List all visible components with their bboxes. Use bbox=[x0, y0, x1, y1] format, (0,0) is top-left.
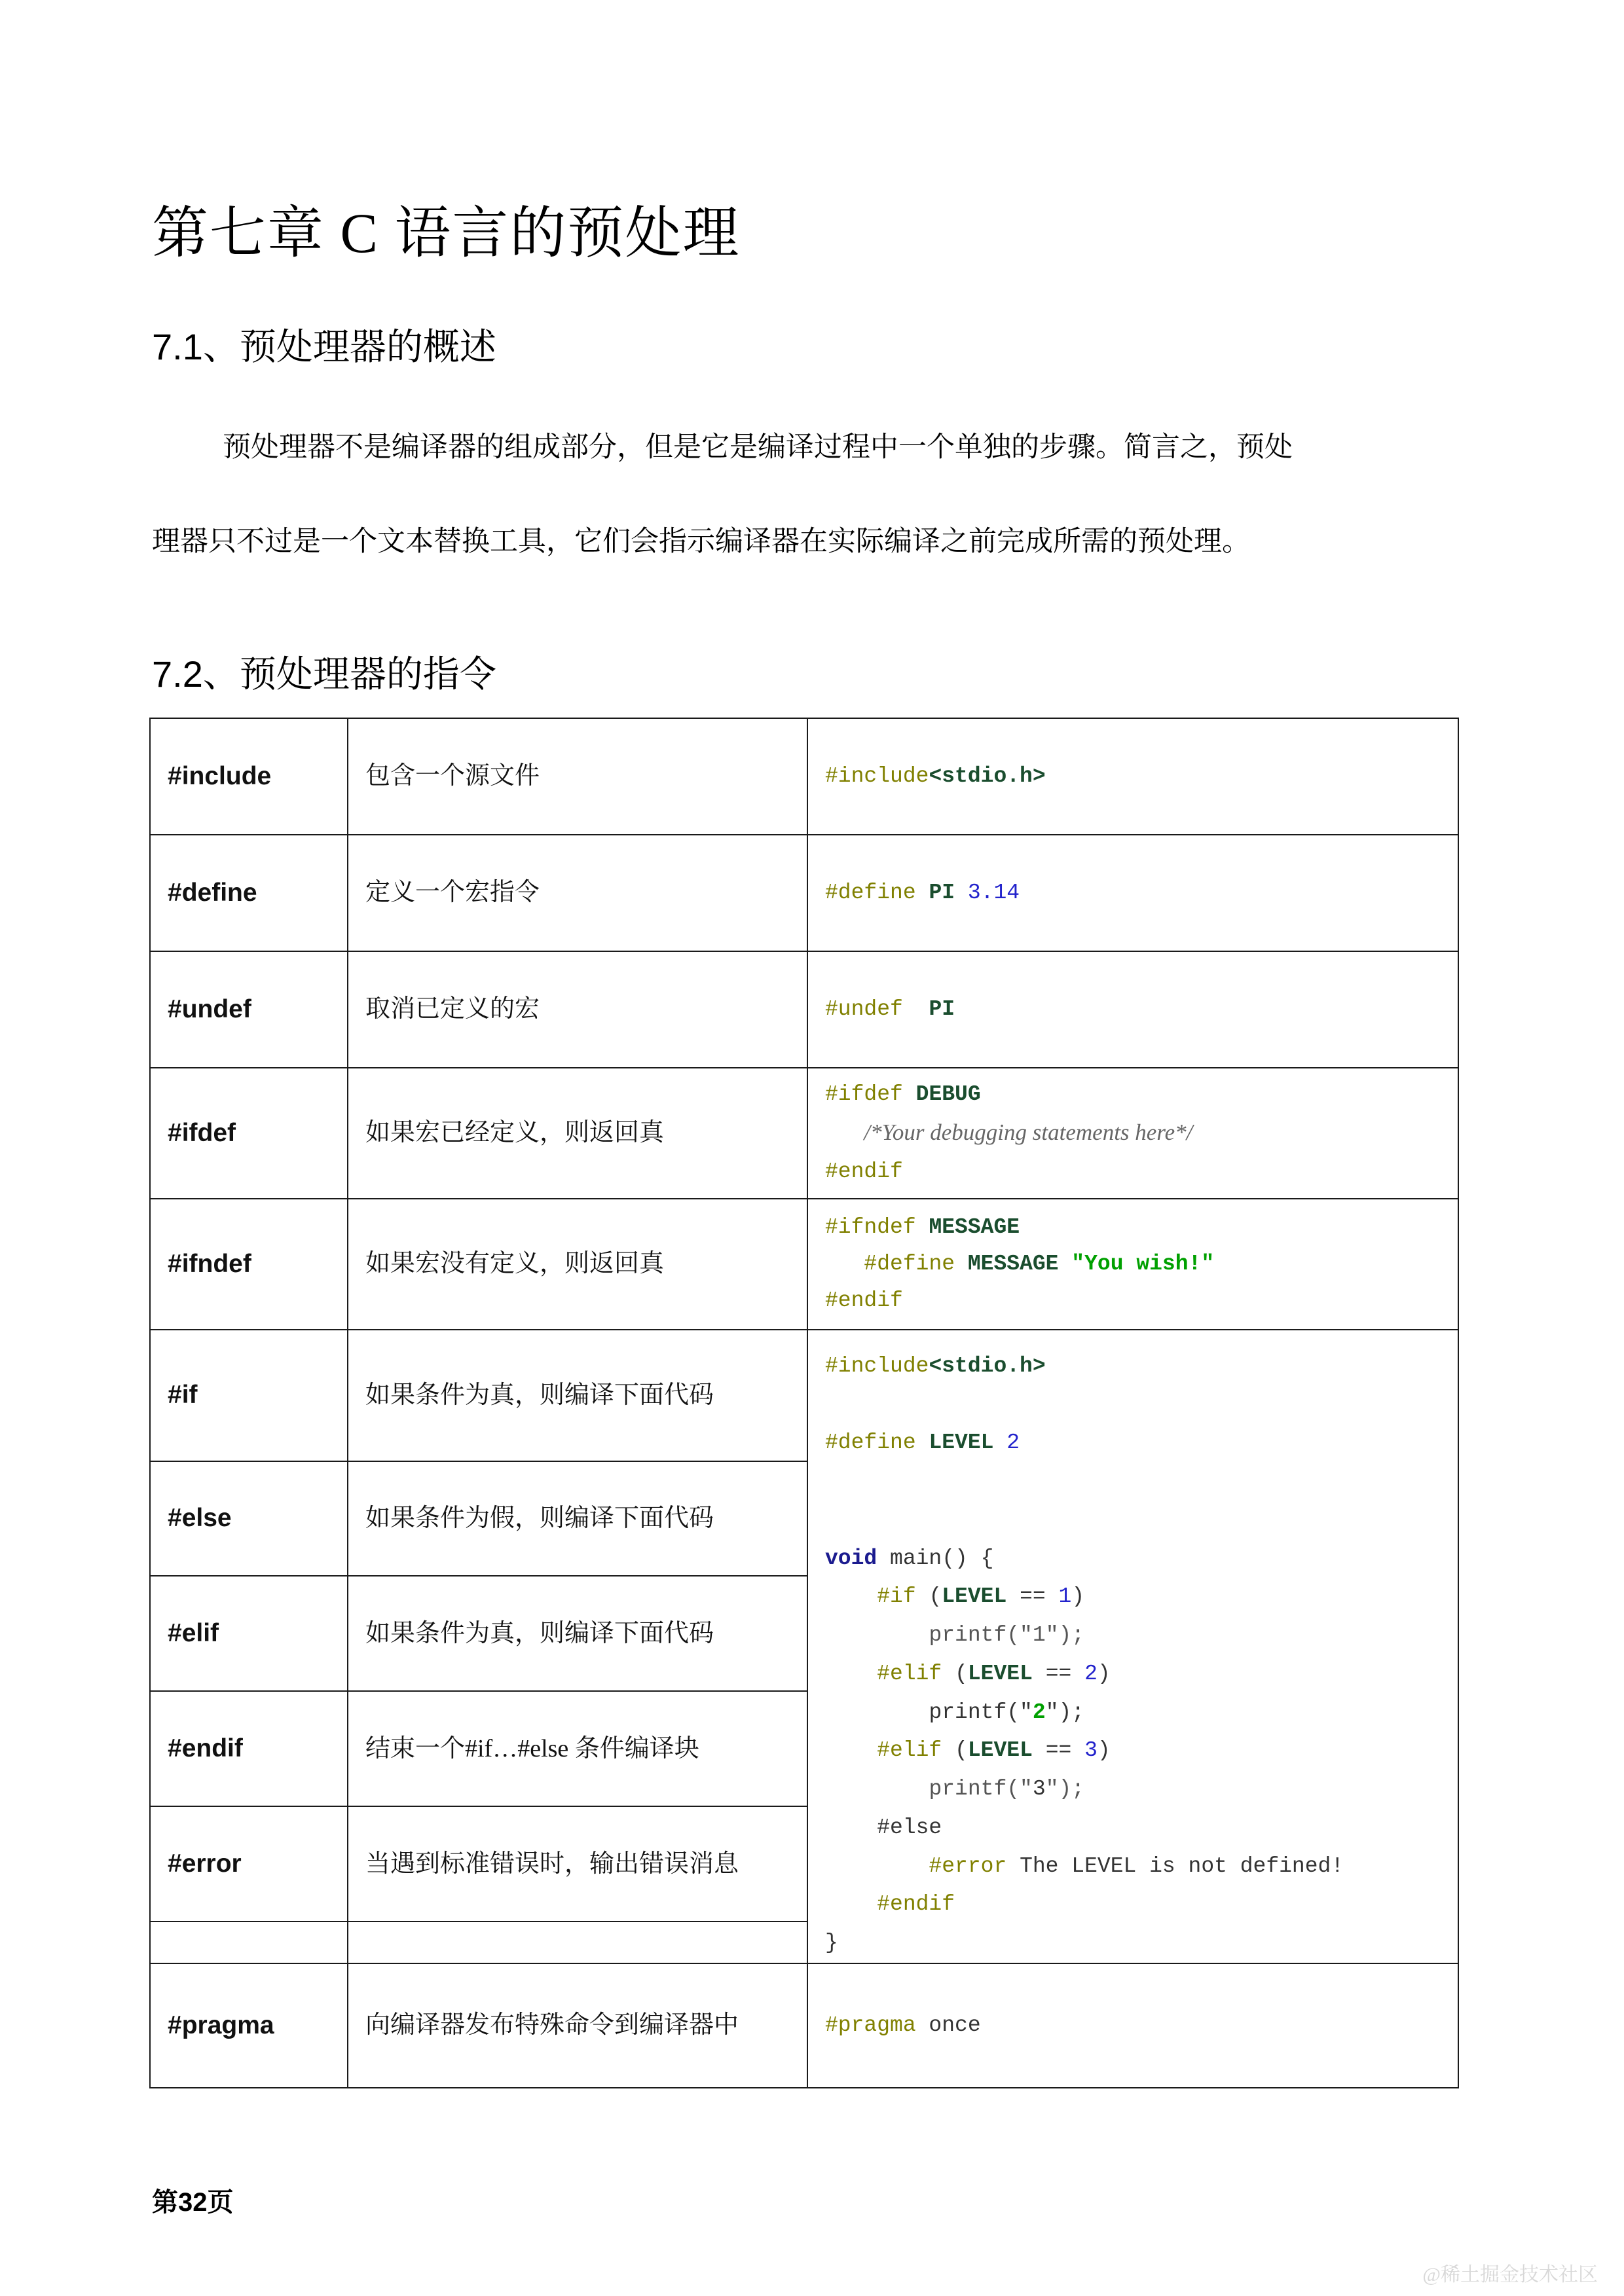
directive-description-cell: 如果宏没有定义，则返回真 bbox=[348, 1199, 807, 1330]
directive-name-cell: #undef bbox=[150, 951, 348, 1068]
code-line bbox=[825, 1347, 1441, 1386]
code-token-macro-name: LEVEL bbox=[967, 1738, 1033, 1763]
code-space bbox=[993, 1430, 1006, 1455]
code-line bbox=[825, 758, 1441, 795]
code-token-directive: #ifdef bbox=[825, 1082, 903, 1107]
code-token-string-arg: 3 bbox=[1032, 1777, 1046, 1802]
code-token-paren: ) bbox=[1097, 1661, 1111, 1686]
code-token-paren: ( bbox=[942, 1738, 968, 1763]
table-row bbox=[150, 1199, 1458, 1330]
code-token-macro-name: MESSAGE bbox=[967, 1251, 1059, 1276]
merged-example-code-cell bbox=[807, 1330, 1458, 1963]
code-token-call: printf(" bbox=[929, 1623, 1033, 1648]
code-token-directive: #include bbox=[825, 763, 929, 788]
code-token-operator: == bbox=[1032, 1738, 1085, 1763]
code-token-number: 2 bbox=[1084, 1661, 1098, 1686]
code-line bbox=[825, 1113, 1441, 1153]
code-token-directive: #if bbox=[877, 1584, 916, 1609]
code-line bbox=[825, 1924, 1441, 1963]
code-indent bbox=[825, 1662, 877, 1686]
code-space bbox=[955, 1252, 968, 1276]
code-line bbox=[825, 1540, 1441, 1578]
code-token-header: <stdio.h> bbox=[929, 763, 1046, 788]
section-7-1-paragraph bbox=[152, 401, 1462, 589]
code-space bbox=[955, 881, 968, 905]
paragraph-line-2: 理器只不过是一个文本替换工具，它们会指示编译器在实际编译之前完成所需的预处理。 bbox=[152, 526, 1250, 557]
section-heading-7-1: 7.1、预处理器的概述 bbox=[152, 326, 496, 368]
code-line bbox=[825, 991, 1441, 1028]
code-indent bbox=[825, 1700, 929, 1724]
code-indent bbox=[825, 1584, 877, 1609]
code-indent bbox=[825, 1892, 877, 1916]
directive-description-cell: 包含一个源文件 bbox=[348, 718, 807, 835]
directive-name-cell: #define bbox=[150, 835, 348, 951]
directive-name-cell: #elif bbox=[150, 1576, 348, 1691]
page-title: 第七章 C 语言的预处理 bbox=[152, 201, 741, 264]
code-indent bbox=[825, 1122, 864, 1146]
code-token-brace: } bbox=[825, 1931, 838, 1956]
directive-name-cell: #ifndef bbox=[150, 1199, 348, 1330]
code-token-paren: ( bbox=[942, 1661, 968, 1686]
paragraph-line-1: 预处理器不是编译器的组成部分，但是它是编译过程中一个单独的步骤。简言之，预处 bbox=[223, 432, 1293, 463]
code-token-directive: #define bbox=[825, 1430, 916, 1455]
code-token-argument: once bbox=[915, 2013, 981, 2037]
code-line bbox=[825, 1732, 1441, 1770]
code-token-number: 3 bbox=[1084, 1738, 1098, 1763]
code-token-directive: #else bbox=[877, 1815, 942, 1840]
code-token-call: printf(" bbox=[929, 1777, 1033, 1802]
watermark: @稀土掘金技术社区 bbox=[1422, 2264, 1598, 2286]
directive-name-cell: #ifdef bbox=[150, 1068, 348, 1199]
directive-name-cell: #pragma bbox=[150, 1963, 348, 2088]
code-line bbox=[825, 1848, 1441, 1886]
directive-description-cell: 如果条件为真，则编译下面代码 bbox=[348, 1330, 807, 1461]
code-token-paren: ) bbox=[1097, 1738, 1111, 1763]
directive-code-cell bbox=[807, 1068, 1458, 1199]
code-token-call-end: "); bbox=[1045, 1700, 1085, 1724]
code-token-directive: #elif bbox=[877, 1661, 942, 1686]
directive-description-cell: 定义一个宏指令 bbox=[348, 835, 807, 951]
code-line bbox=[825, 2007, 1441, 2044]
code-line bbox=[825, 1424, 1441, 1463]
code-token-number: 2 bbox=[1006, 1430, 1020, 1455]
code-token-macro-name: DEBUG bbox=[915, 1082, 981, 1107]
code-token-string-arg: 1 bbox=[1032, 1623, 1046, 1648]
page-number-footer: 第32页 bbox=[152, 2188, 234, 2217]
code-token-number: 3.14 bbox=[967, 880, 1020, 905]
directive-description-cell: 取消已定义的宏 bbox=[348, 951, 807, 1068]
code-token-directive: #endif bbox=[825, 1159, 903, 1184]
code-line bbox=[825, 1283, 1441, 1319]
code-token-directive: #include bbox=[825, 1354, 929, 1378]
code-line bbox=[825, 1616, 1441, 1655]
code-token-macro-name: PI bbox=[929, 880, 955, 905]
code-blank-line bbox=[825, 1386, 1441, 1425]
directive-code-cell bbox=[807, 1199, 1458, 1330]
table-row bbox=[150, 951, 1458, 1068]
code-line bbox=[825, 1886, 1441, 1924]
directive-description-cell: 结束一个#if…#else 条件编译块 bbox=[348, 1691, 807, 1806]
code-token-error-message: The LEVEL is not defined! bbox=[1006, 1853, 1344, 1878]
code-token-header: <stdio.h> bbox=[929, 1354, 1046, 1378]
directive-name-cell: #include bbox=[150, 718, 348, 835]
code-line bbox=[825, 1770, 1441, 1809]
code-token-directive: #define bbox=[825, 880, 916, 905]
code-token-paren: ( bbox=[915, 1584, 942, 1609]
directive-code-cell bbox=[807, 1963, 1458, 2088]
code-token-call: printf(" bbox=[929, 1700, 1033, 1724]
code-line bbox=[825, 1578, 1441, 1616]
code-token-macro-name: PI bbox=[929, 996, 955, 1021]
code-space bbox=[916, 1215, 929, 1239]
code-space bbox=[903, 997, 929, 1021]
table-row bbox=[150, 1963, 1458, 2088]
directive-code-cell bbox=[807, 835, 1458, 951]
code-token-directive: #endif bbox=[825, 1288, 903, 1313]
code-indent bbox=[825, 1252, 864, 1276]
code-space bbox=[916, 881, 929, 905]
code-space bbox=[1058, 1252, 1071, 1276]
directive-description-cell: 当遇到标准错误时，输出错误消息 bbox=[348, 1806, 807, 1922]
code-token-macro-name: LEVEL bbox=[967, 1661, 1033, 1686]
code-line bbox=[825, 1246, 1441, 1283]
code-line bbox=[825, 1694, 1441, 1732]
directive-code-cell bbox=[807, 951, 1458, 1068]
preprocessor-directives-table bbox=[149, 718, 1459, 2088]
table-row bbox=[150, 718, 1458, 835]
code-token-macro-name: LEVEL bbox=[942, 1584, 1007, 1609]
directive-name-cell: #endif bbox=[150, 1691, 348, 1806]
code-indent bbox=[825, 1854, 929, 1878]
table-row bbox=[150, 1068, 1458, 1199]
directive-name-cell: #if bbox=[150, 1330, 348, 1461]
directive-description-cell: 如果条件为假，则编译下面代码 bbox=[348, 1461, 807, 1576]
code-token-directive: #endif bbox=[877, 1892, 955, 1917]
directive-name-cell: #error bbox=[150, 1806, 348, 1922]
code-token-function: main() { bbox=[877, 1546, 994, 1571]
code-line bbox=[825, 1809, 1441, 1848]
code-token-keyword: void bbox=[825, 1546, 877, 1571]
code-token-directive: #undef bbox=[825, 996, 903, 1021]
code-line bbox=[825, 1154, 1441, 1190]
directive-description-cell-empty bbox=[348, 1922, 807, 1963]
table-row bbox=[150, 835, 1458, 951]
code-indent bbox=[825, 1777, 929, 1801]
code-indent bbox=[825, 1738, 877, 1762]
code-indent bbox=[825, 1623, 929, 1647]
code-line bbox=[825, 875, 1441, 911]
code-token-directive: #define bbox=[864, 1251, 955, 1276]
directive-name-cell: #else bbox=[150, 1461, 348, 1576]
table-row bbox=[150, 1330, 1458, 1461]
code-token-directive: #elif bbox=[877, 1738, 942, 1763]
code-token-call-end: "); bbox=[1045, 1623, 1085, 1648]
code-line bbox=[825, 1209, 1441, 1246]
section-heading-7-2: 7.2、预处理器的指令 bbox=[152, 653, 496, 695]
directive-name-cell-empty bbox=[150, 1922, 348, 1963]
code-token-macro-name: MESSAGE bbox=[929, 1214, 1020, 1239]
code-space bbox=[916, 1430, 929, 1455]
directive-description-cell: 如果条件为真，则编译下面代码 bbox=[348, 1576, 807, 1691]
code-token-number: 1 bbox=[1058, 1584, 1072, 1609]
code-space bbox=[903, 1082, 916, 1106]
code-token-directive: #pragma bbox=[825, 2013, 916, 2037]
code-token-comment: /*Your debugging statements here*/ bbox=[864, 1120, 1193, 1146]
code-line bbox=[825, 1655, 1441, 1694]
code-line bbox=[825, 1076, 1441, 1113]
directive-description-cell: 如果宏已经定义，则返回真 bbox=[348, 1068, 807, 1199]
code-blank-line bbox=[825, 1501, 1441, 1540]
code-token-macro-name: LEVEL bbox=[929, 1430, 994, 1455]
directive-description-cell: 向编译器发布特殊命令到编译器中 bbox=[348, 1963, 807, 2088]
code-token-string: "You wish!" bbox=[1071, 1251, 1215, 1276]
code-token-operator: == bbox=[1006, 1584, 1059, 1609]
code-token-directive: #ifndef bbox=[825, 1214, 916, 1239]
code-token-string-arg: 2 bbox=[1032, 1700, 1046, 1724]
code-indent bbox=[825, 1815, 877, 1840]
directive-code-cell bbox=[807, 718, 1458, 835]
code-token-directive: #error bbox=[929, 1853, 1007, 1878]
code-token-paren: ) bbox=[1071, 1584, 1085, 1609]
code-token-operator: == bbox=[1032, 1661, 1085, 1686]
code-token-call-end: "); bbox=[1045, 1777, 1085, 1802]
code-blank-line bbox=[825, 1463, 1441, 1501]
